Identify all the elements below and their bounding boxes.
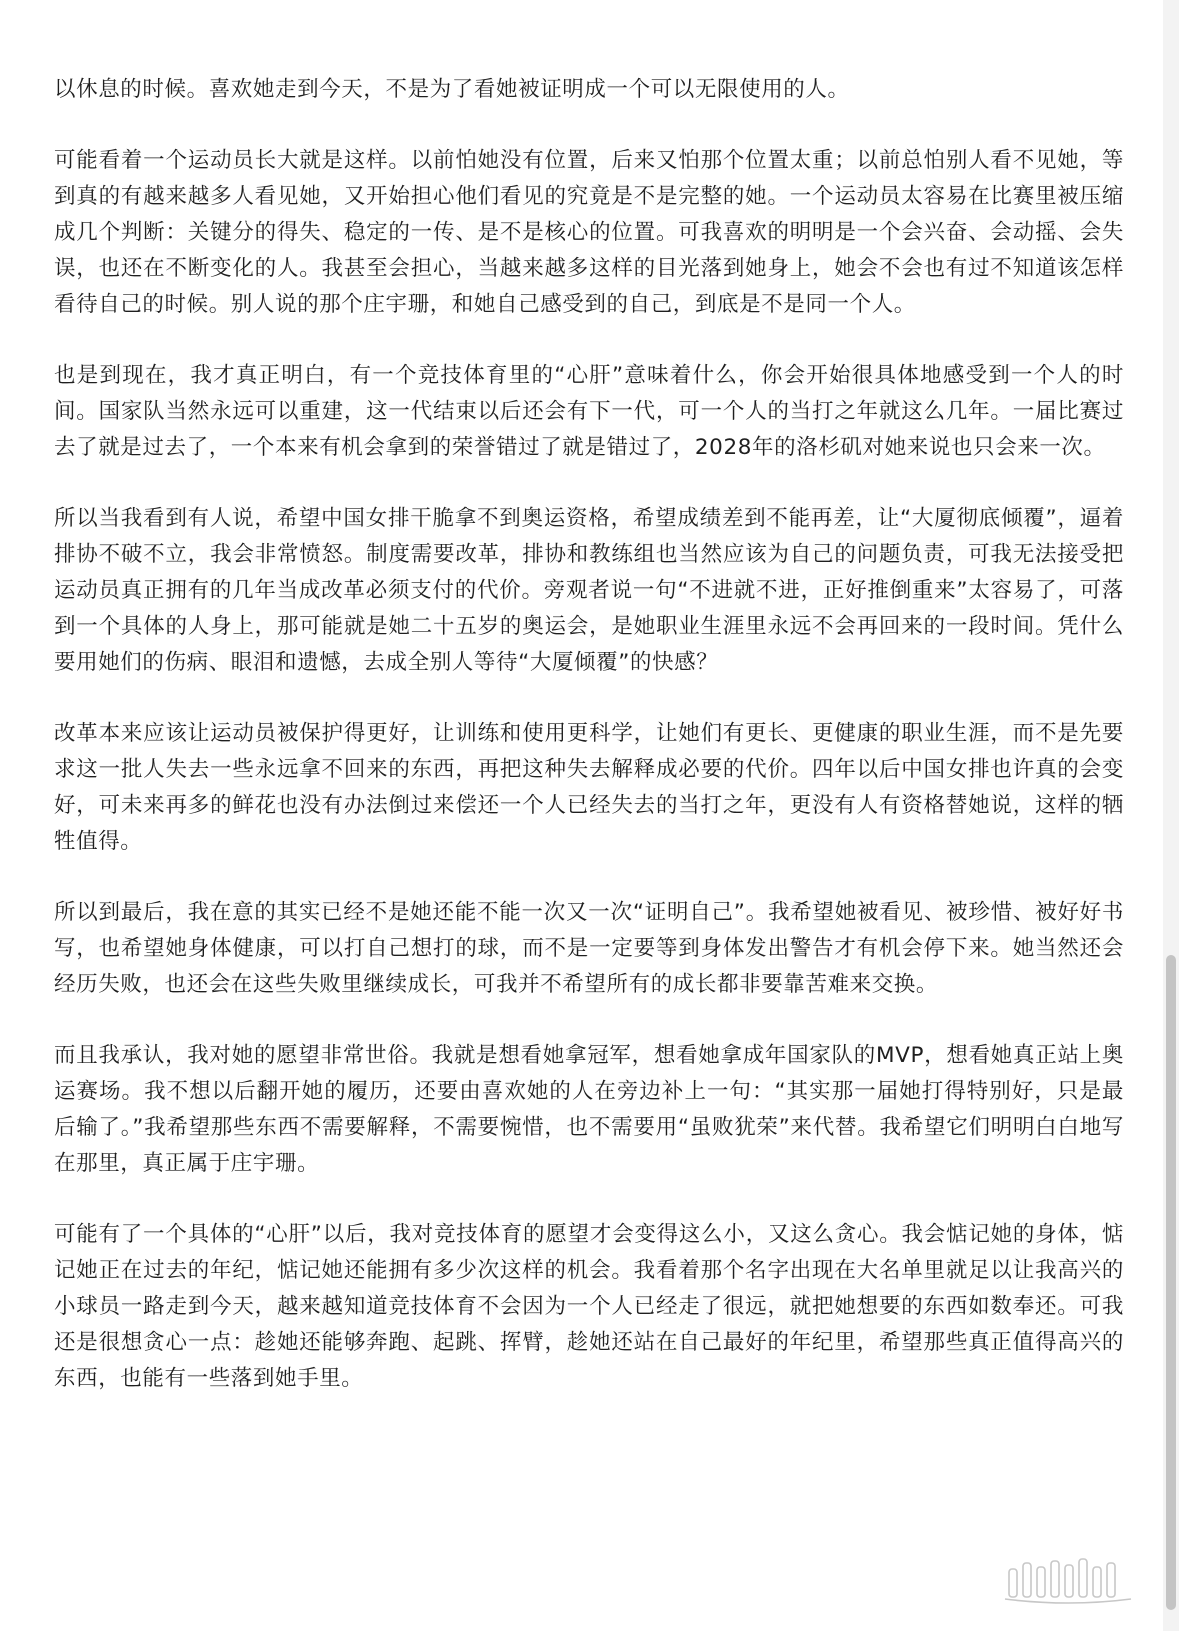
paragraph: 改革本来应该让运动员被保护得更好，让训练和使用更科学，让她们有更长、更健康的职业生涯，而不是先要求这一批人失去一些永远拿不回来的东西，再把这种失去解释成必要的代价。四年以后中国女排也许真的会变好，可未来再多的鲜花也没有办法倒过来偿还一个人已经失去的当打之年，更没有人有资格替她说，这样的牺牲值得。 — [54, 721, 1124, 854]
paragraph: 也是到现在，我才真正明白，有一个竞技体育里的“心肝”意味着什么，你会开始很具体地感受到一个人的时间。国家队当然永远可以重建，这一代结束以后还会有下一代，可一个人的当打之年就这么几年。一届比赛过去了就是过去了，一个本来有机会拿到的荣誉错过了就是错过了，2028年的洛杉矶对她来说也只会来一次。 — [54, 363, 1124, 460]
scrollbar-thumb[interactable] — [1166, 955, 1176, 1610]
paragraph: 而且我承认，我对她的愿望非常世俗。我就是想看她拿冠军，想看她拿成年国家队的MVP，想看她真正站上奥运赛场。我不想以后翻开她的履历，还要由喜欢她的人在旁边补上一句：“其实那一届她打得特别好，只是最后输了。”我希望那些东西不需要解释，不需要惋惜，也不需要用“虽败犹荣”来代替。我希望它们明明白白地写在那里，真正属于庄宇珊。 — [54, 1043, 1124, 1176]
paragraph: 可能看着一个运动员长大就是这样。以前怕她没有位置，后来又怕那个位置太重；以前总怕别人看不见她，等到真的有越来越多人看见她，又开始担心他们看见的究竟是不是完整的她。一个运动员太容易在比赛里被压缩成几个判断：关键分的得失、稳定的一传、是不是核心的位置。可我喜欢的明明是一个会兴奋、会动摇、会失误，也还在不断变化的人。我甚至会担心，当越来越多这样的目光落到她身上，她会不会也有过不知道该怎样看待自己的时候。别人说的那个庄宇珊，和她自己感受到的自己，到底是不是同一个人。 — [54, 148, 1124, 317]
article-body — [54, 72, 1124, 1432]
paragraph: 所以到最后，我在意的其实已经不是她还能不能一次又一次“证明自己”。我希望她被看见、被珍惜、被好好书写，也希望她身体健康，可以打自己想打的球，而不是一定要等到身体发出警告才有机会停下来。她当然还会经历失败，也还会在这些失败里继续成长，可我并不希望所有的成长都非要靠苦难来交换。 — [54, 900, 1124, 997]
paragraph: 以休息的时候。喜欢她走到今天，不是为了看她被证明成一个可以无限使用的人。 — [54, 77, 850, 102]
vertical-scrollbar[interactable] — [1163, 0, 1179, 1631]
paragraph: 可能有了一个具体的“心肝”以后，我对竞技体育的愿望才会变得这么小，又这么贪心。我会惦记她的身体，惦记她正在过去的年纪，惦记她还能拥有多少次这样的机会。我看着那个名字出现在大名单里就足以让我高兴的小球员一路走到今天，越来越知道竞技体育不会因为一个人已经走了很远，就把她想要的东西如数奉还。可我还是很想贪心一点：趁她还能够奔跑、起跳、挥臂，趁她还站在自己最好的年纪里，希望那些真正值得高兴的东西，也能有一些落到她手里。 — [54, 1222, 1124, 1391]
stacked-bars-logo-icon — [1003, 1555, 1135, 1607]
paragraph: 所以当我看到有人说，希望中国女排干脆拿不到奥运资格，希望成绩差到不能再差，让“大厦彻底倾覆”，逼着排协不破不立，我会非常愤怒。制度需要改革，排协和教练组也当然应该为自己的问题负责，可我无法接受把运动员真正拥有的几年当成改革必须支付的代价。旁观者说一句“不进就不进，正好推倒重来”太容易了，可落到一个具体的人身上，那可能就是她二十五岁的奥运会，是她职业生涯里永远不会再回来的一段时间。凭什么要用她们的伤病、眼泪和遗憾，去成全别人等待“大厦倾覆”的快感？ — [54, 506, 1124, 675]
